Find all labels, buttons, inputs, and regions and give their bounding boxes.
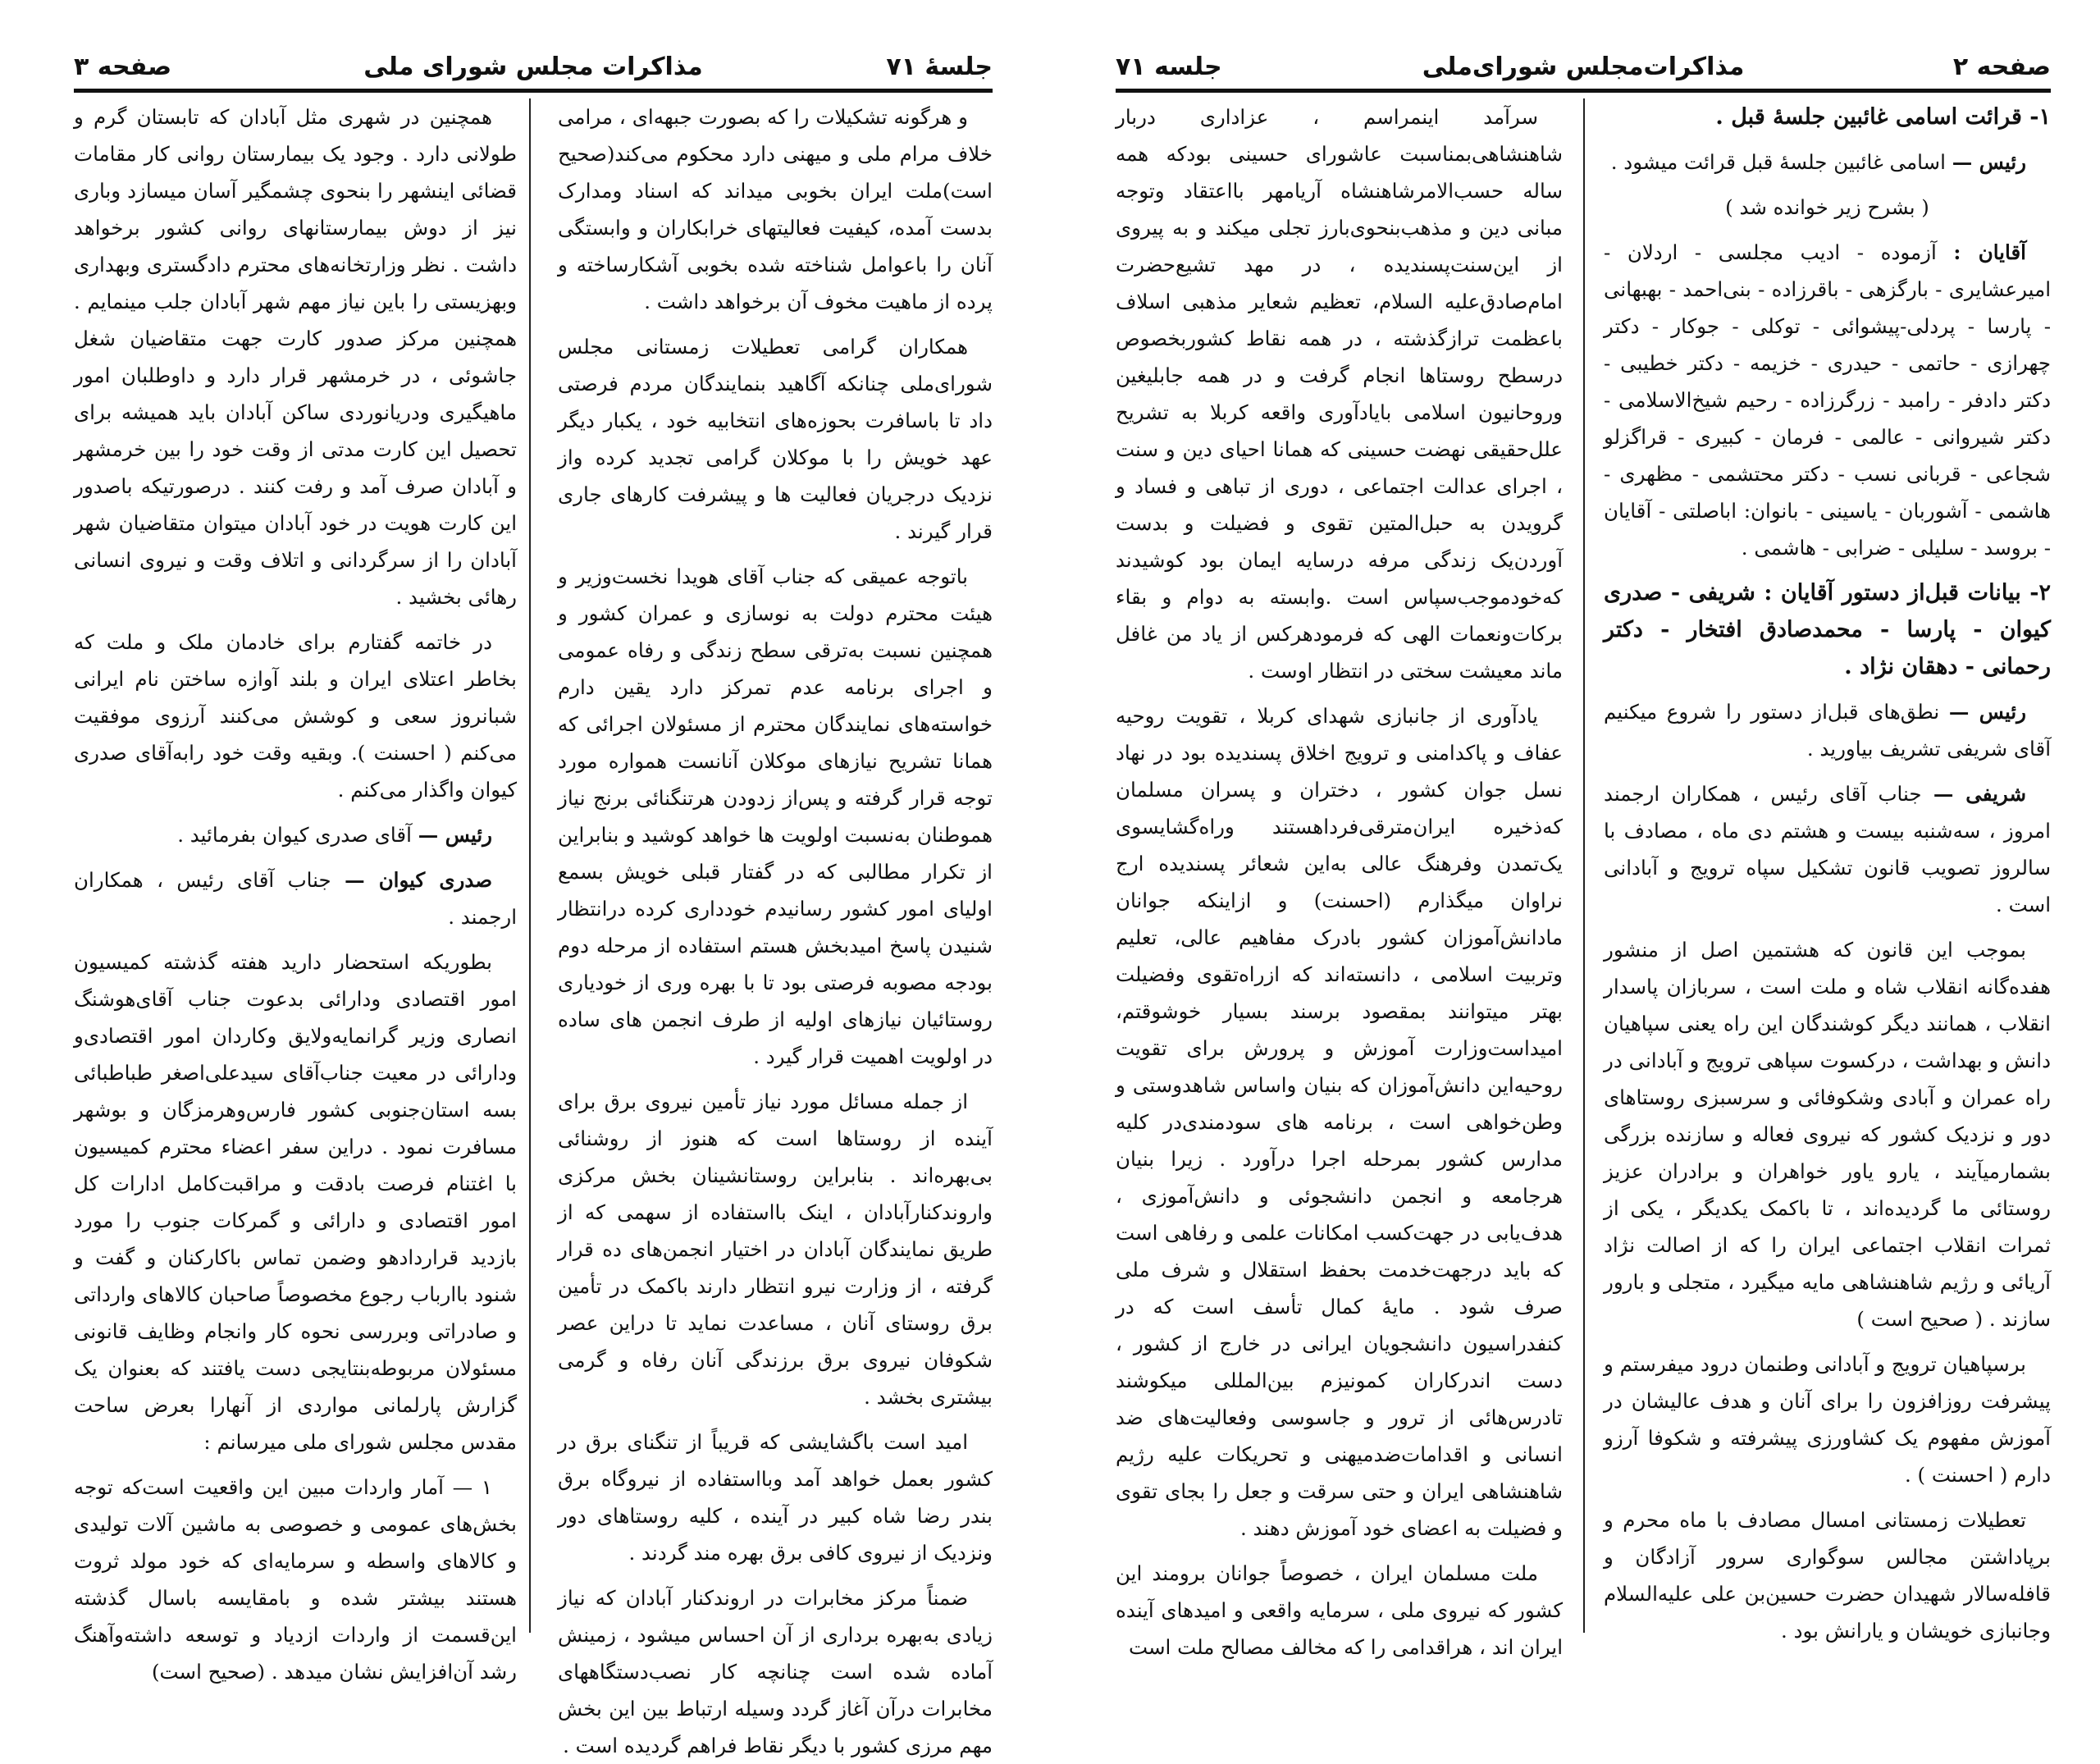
speaker-name: رئیس —	[418, 823, 492, 847]
speaker-name: آقایان :	[1953, 240, 2026, 264]
speech-paragraph	[74, 861, 517, 935]
paragraph: ملت مسلمان ایران ، خصوصاً جوانان برومند این کشور که نیروی ملی ، سرمایه واقعی و امیدهای آینده ایران اند ، هراقدامی را که مخالف مصالح ملت است	[1116, 1561, 1563, 1659]
page-3-left-column	[74, 98, 517, 1684]
speech-paragraph	[1604, 144, 2051, 181]
page-2-left-column	[1116, 98, 1563, 1659]
page-3	[74, 49, 993, 1757]
page-number: صفحه ۲	[1952, 53, 2051, 81]
paragraph: همچنین در شهری مثل آبادان که تابستان گرم و طولانی دارد . وجود یک بیمارستان روانی کار مقامات قضائی اینشهر را بنحوی چشمگیر آسان میسازد وباری نیز از دوش بیمارستانهای روانی کشور برخواهد داشت . نظر وزارتخانه‌های محترم دادگستری وبهداری وبهزیستی را باین نیاز مهم شهر آبادان جلب مینمایم . همچنین مرکز صدور کارت جهت متقاضیان شغل جاشوئی ، در خرمشهر قرار دارد و داوطلبان امور ماهیگیری ودریانوردی ساکن آبادان باید همیشه برای تحصیل این کارت مدتی از وقت خود را بین خرمشهر و آبادان صرف آمد و رفت کنند . درصورتیکه باصدور این کارت هویت در خود آبادان میتوان متقاضیان شهر آبادان را از سرگردانی و اتلاف وقت و نیروی انسانی رهائی بخشید .	[74, 105, 517, 609]
paragraph: تعطیلات زمستانی امسال مصادف با ماه محرم و برپاداشتن مجالس سوگواری سرور آزادگان و قافله‌سالار شهیدان حضرت حسین‌بن علی علیه‌السلام وجانبازی خویشان و یارانش بود .	[1604, 1508, 2051, 1643]
paragraph: بطوریکه استحضار دارید هفته گذشته کمیسیون امور اقتصادی ودارائی بدعوت جناب آقای‌هوشنگ انصاری وزیر گرانمایه‌ولایق وکاردان امور اقتصادی‌و ودارائی در معیت جناب‌آقای سیدعلی‌اصغر طباطبائی بسه استان‌جنوبی کشور فارس‌وهرمزگان و بوشهر مسافرت نمود . دراین سفر اعضاء محترم کمیسیون با اغتنام فرصت بادقت و مراقبت‌کامل ادارات کل امور اقتصادی و دارائی و گمرکات جنوب را مورد بازدید قراردادهو وضمن تماس باکارکنان و گفت و شنود باارباب رجوع مخصوصاً صاحبان کالاهای وارداتی و صادراتی وبررسی نحوه کار وانجام وظایف قانونی مسئولان مربوطه‌بنتایجی دست یافتند که بعنوان یک گزارش پارلمانی مواردی از آنهارا بعرض ساحت مقدس مجلس شورای ملی میرسانم :	[74, 950, 517, 1454]
session-label: جلسهٔ ۷۱	[886, 53, 993, 81]
paragraph: سرآمد اینمراسم ، عزاداری دربار شاهنشاهی‌بمناسبت عاشورای حسینی بود‌که همه ساله حسب‌الامرشاهنشاه آریامهر بااعتقاد وتوجه مبانی دین و مذهب‌بنحوی‌بارز تجلی میکند و به پیروی از این‌سنت‌پسندیده ، در مهد تشیع‌حضرت امام‌صادق‌علیه السلام، تعظیم شعایر مذهبی اسلاف باعظمت ترازگذشته ، در همه نقاط کشوربخصوص درسطح روستاها انجام گرفت و در همه جابلیغین وروحانیون اسلامی بایادآوری واقعه کربلا به تشریح علل‌حقیقی نهضت حسینی که همانا احیای دین و سنت ، اجرای عدالت اجتماعی ، دوری از تباهی و فساد و گرویدن به حبل‌المتین تقوی و فضیلت و بدست آوردن‌یک زندگی مرفه درسایه ایمان بود کوشیدند که‌خودموجب‌سپاس است .وابسته به دوام و بقاء برکات‌ونعمات الهی که فرمود‌هرکس از یاد من غافل ماند معیشت سختی در انتظار اوست .	[1116, 105, 1563, 683]
page-2-header	[1116, 49, 2051, 93]
running-title: مذاکرات‌مجلس شورای‌ملی	[1422, 53, 1745, 81]
speech-text: جناب آقای رئیس ، همکاران ارجمند .	[74, 868, 517, 929]
paragraph: امید است باگشایشی که قریباً از تنگنای برق در کشور بعمل خواهد آمد وبااستفاده از نیروگاه برق بندر رضا شاه کبیر در آینده ، کلیه روستاهای دور ونزدیک از نیروی کافی برق بهره مند گردند .	[558, 1430, 993, 1565]
page-2	[1116, 49, 2051, 1659]
speaker-name: صدری کیوان —	[345, 868, 493, 892]
column-divider	[1583, 98, 1585, 1633]
speech-text: اسامی غائبین جلسهٔ قبل قرائت میشود .	[1610, 150, 1952, 174]
page-3-right-column	[558, 98, 993, 1757]
agenda-heading: ۲- بیانات قبل‌از دستور آقایان : شریفی - صدری کیوان - پارسا - محمدصادق افتخار - دکتر رحمانی - دهقان نژاد .	[1604, 580, 2051, 679]
session-label: جلسه ۷۱	[1116, 53, 1222, 81]
page-number: صفحه ۳	[74, 53, 172, 81]
speaker-name: رئیس —	[1948, 700, 2026, 724]
speaker-name: شریفی —	[1933, 782, 2026, 806]
paragraph: در خاتمه گفتارم برای خادمان ملک و ملت که بخاطر اعتلای ایران و بلند آوازه ساختن نام ایرانی شبانروز سعی و کوشش می‌کنند آرزوی موفقیت می‌کنم ( احسنت ). وبقیه وقت خود رابه‌آقای صدری کیوان واگذار می‌کنم .	[74, 630, 517, 802]
speech-paragraph	[1604, 775, 2051, 923]
paragraph: ۱ — آمار واردات مبین این واقعیت است‌که توجه بخش‌های عمومی و خصوصی به ماشین آلات تولیدی و کالاهای واسطه و سرمایه‌ای که خود مولد ثروت هستند بیشتر شده و بامقایسه باسال گذشته این‌قسمت از واردات ازدیاد و توسعه داشته‌وآهنگ رشد آن‌افزایش نشان میدهد . (صحیح است)	[74, 1475, 517, 1684]
speech-text: نطق‌های قبل‌از دستور را شروع میکنیم آقای شریفی تشریف بیاورید .	[1604, 700, 2051, 761]
page-2-right-column	[1603, 98, 2051, 1643]
speech-paragraph	[1604, 234, 2051, 566]
running-title: مذاکرات مجلس شورای ملی	[363, 53, 703, 81]
speech-text: آقای صدری کیوان بفرمائید .	[177, 823, 418, 847]
paragraph: باتوجه عمیقی که جناب آقای هویدا نخست‌وزیر و هیئت محترم دولت به نوسازی و عمران کشور و همچنین نسبت به‌ترقی سطح زندگی و رفاه عمومی و اجرای برنامه عدم تمرکز دارد یقین دارم خواسته‌های نمایندگان محترم از مسئولان اجرائی که همانا تشریح نیازهای موکلان آنانست همواره مورد توجه قرار گرفته و پس‌از زدودن هرتنگنائی برنج نیاز هموطنان به‌نسبت اولویت ها خواهد کوشید و بنابراین از تکرار مطالبی که در گفتار قبلی خویش بسمع اولیای امور کشور رسانیدم خودداری کرده درانتظار شنیدن پاسخ امیدبخش هستم استفاده از مرحله دوم بودجه مصوبه فرصتی بود تا با بهره وری از خودیاری روستائیان نیازهای اولیه از طرف انجمن های ساده در اولویت اهمیت قرار گیرد .	[558, 564, 993, 1068]
paragraph: ضمناً مرکز مخابرات در اروندکنار آبادان که نیاز زیادی به‌بهره برداری از آن احساس میشود ، زمینش آماده شده است چنانچه کار نصب‌دستگاههای مخابرات درآن آغاز گردد وسیله ارتباط بین این بخش مهم مرزی کشور با دیگر نقاط فراهم گردیده است .	[558, 1586, 993, 1757]
column-divider	[529, 98, 531, 1633]
note-line: ( بشرح زیر خوانده شد )	[1725, 195, 1929, 219]
speaker-name: رئیس —	[1952, 150, 2026, 174]
speech-paragraph	[74, 816, 517, 853]
paragraph: برسپاهیان ترویج و آبادانی وطنمان درود میفرستم و پیشرفت روزافزون را برای آنان و هدف عالیشان در آموزش مفهوم یک کشاورزی پیشرفته و شکوفا آرزو دارم ( احسنت ) .	[1603, 1352, 2051, 1487]
agenda-heading: ۱- قرائت اسامی غائبین جلسهٔ قبل .	[1715, 104, 2051, 130]
paragraph: همکاران گرامی تعطیلات زمستانی مجلس شورای‌ملی چنانکه آگاهید بنمایندگان مردم فرصتی داد تا باسافرت بحوزه‌های انتخابیه خود ، یکبار دیگر عهد خویش را با موکلان گرامی تجدید کرده واز نزدیک درجریان فعالیت ها و پیشرفت کارهای جاری قرار گیرند .	[558, 335, 993, 543]
speech-text: جناب آقای رئیس ، همکاران ارجمند امروز ، سه‌شنبه بیست و هشتم دی ماه ، مصادف با سالروز تصویب قانون تشکیل سپاه ترویج و آبادانی است .	[1604, 782, 2051, 916]
page-3-header	[74, 49, 993, 93]
paragraph: یادآوری از جانبازی شهدای کربلا ، تقویت روحیه عفاف و پاکدامنی و ترویج اخلاق پسندیده بود در نهاد نسل جوان کشور ، دختران و پسران مسلمان که‌ذخیره ایران‌مترقی‌فردا‌هستند وراه‌گشایسوی یک‌تمدن وفرهنگ عالی به‌این شعائر پسندیده ارج نراوان میگذارم (احسنت) و ازاینکه جوانان مادانش‌آموزان کشور بادرک مفاهیم عالی، تعلیم وتربیت اسلامی ، دانسته‌اند که از‌راه‌تقوی وفضیلت بهتر میتوانند بمقصود برسند بسیار خوشوقتم، امیداست‌وزارت آموزش و پرورش برای تقویت روحیه‌این دانش‌آموزان که بنیان واساس شاهدوستی و وطن‌خواهی است ، برنامه های سودمندی‌در کلیه مدارس کشور بمرحله اجرا درآورد . زیرا بنیان هرجامعه و انجمن دانشجوئی و دانش‌آموزی ، هدف‌یابی در جهت‌کسب امکانات علمی و رفاهی است که باید درجهت‌خدمت بحفظ استقلال و شرف ملی صرف شود . مایهٔ کمال تأسف است که در کنفدراسیون دانشجویان ایرانی در خارج از کشور ، دست اندرکاران کمونیزم بین‌المللی میکوشند تادرس‌هائی از ترور و جاسوسی وفعالیت‌های ضد انسانی و اقدامات‌ضدمیهنی و تحریکات علیه رژیم شاهنشاهی ایران و حتی سرقت و جعل را بجای تقوی و فضیلت به اعضای خود آموزش دهند .	[1116, 704, 1563, 1540]
paragraph: بموجب این قانون که هشتمین اصل از منشور هفده‌گانه انقلاب شاه و ملت است ، سربازان پاسدار انقلاب ، همانند دیگر کوشندگان این راه یعنی سپاهیان دانش و بهداشت ، درکسوت سپاهی ترویج و آبادانی در راه عمران و آبادی وشکوفائی و سرسبزی روستاهای دور و نزدیک کشور که نیروی فعاله و سازنده بزرگی بشمارمیآیند ، یارو یاور خواهران و برادران عزیز روستائی ما گردیده‌اند ، تا باکمک یکدیگر ، یکی از ثمرات انقلاب اجتماعی ایران را که از اصالت نژاد آریائی و رژیم شاهنشاهی مایه میگیرد ، متجلی و بارور سازند . ( صحیح است )	[1604, 938, 2051, 1331]
speech-text: آزموده - ادیب مجلسی - اردلان - امیرعشایری - بارگزهی - باقرزاده - بنی‌احمد - بهبهانی - پارسا - پردلی-پیشوائی - توکلی - جوکار - دکتر چهرازی - حاتمی - حیدری - خزیمه - دکتر خطیبی - دکتر دادفر - رامبد - زرگرزاده - رحیم شیخ‌الاسلامی - دکتر شیروانی - عالمی - فرمان - کبیری - قراگزلو شجاعی - قربانی نسب - دکتر محتشمی - مظهری - هاشمی - آشوربان - یاسینی - بانوان: اباصلتی - آقایان - بروسد - سلیلی - ضرابی - هاشمی .	[1604, 240, 2051, 560]
speech-paragraph	[1604, 693, 2051, 767]
paragraph: از جمله مسائل مورد نیاز تأمین نیروی برق برای آینده از روستاها است که هنوز از روشنائی بی‌بهره‌اند . بنابراین روستانشینان بخش مرکزی واروندکنارآبادان ، اینک بااستفاده از سهمی که از طریق نمایندگان آبادان در اختیار انجمن‌های ده قرار گرفته ، از وزارت نیرو انتظار دارند باکمک در تأمین برق روستای آنان ، مساعدت نماید تا دراین عصر شکوفان نیروی برق برزندگی آنان رفاه و گرمی بیشتری بخشد .	[558, 1090, 993, 1409]
paragraph: و هرگونه تشکیلات را که بصورت جبهه‌ای ، مرامی خلاف مرام ملی و میهنی دارد محکوم می‌کند(صحیح است)ملت ایران بخوبی میداند که اسناد ومدارک بدست آمده، کیفیت فعالیتهای خرابکاران و وابستگی آنان را باعوامل شناخته شده بخوبی آشکارساخته و پرده از ماهیت مخوف آن برخواهد داشت .	[558, 105, 993, 313]
